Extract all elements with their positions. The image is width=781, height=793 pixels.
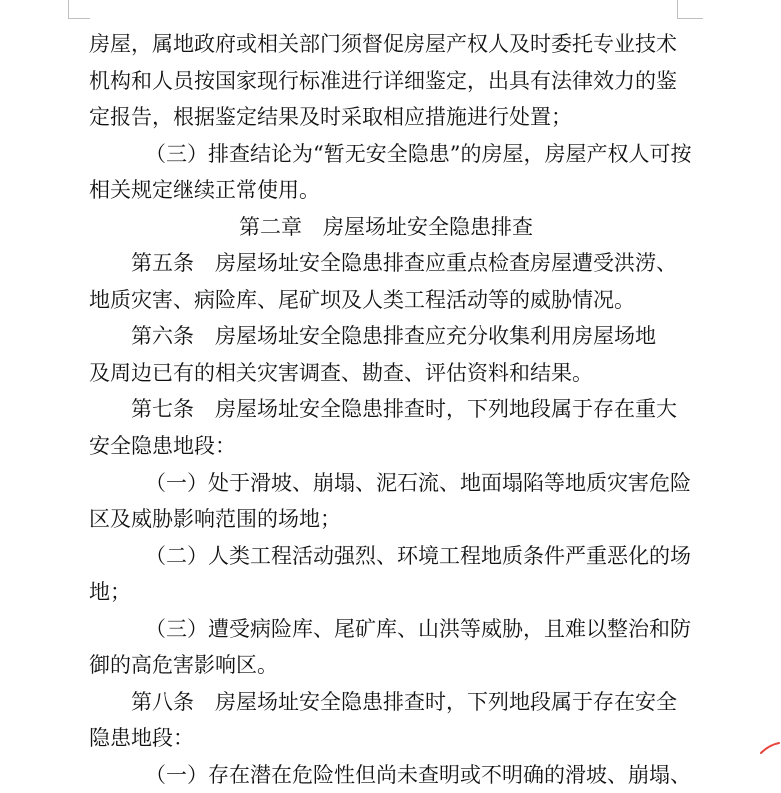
body-line: 御的高危害影响区。	[89, 653, 278, 678]
body-line: 定报告，根据鉴定结果及时采取相应措施进行处置；	[89, 105, 572, 130]
body-line: 地；	[89, 580, 131, 605]
crop-mark-top-right	[677, 0, 678, 18]
body-line: （三）排查结论为“暂无安全隐患”的房屋，房屋产权人可按	[145, 141, 692, 166]
body-line: 安全隐患地段：	[89, 434, 236, 459]
article-line: 第七条 房屋场址安全隐患排查时，下列地段属于存在重大	[131, 397, 677, 422]
crop-mark-top-right	[677, 18, 703, 19]
list-item-line: （二）人类工程活动强烈、环境工程地质条件严重恶化的场	[145, 543, 691, 568]
chapter-heading: 第二章 房屋场址安全隐患排查	[239, 214, 533, 239]
list-item-line: （三）遭受病险库、尾矿库、山洪等威胁，且难以整治和防	[145, 616, 691, 641]
body-line: 及周边已有的相关灾害调查、勘查、评估资料和结果。	[89, 360, 593, 385]
crop-mark-top-left	[68, 0, 69, 18]
body-line: 地质灾害、病险库、尾矿坝及人类工程活动等的威胁情况。	[89, 287, 635, 312]
body-line: 相关规定继续正常使用。	[89, 178, 320, 203]
body-line: 机构和人员按国家现行标准进行详细鉴定，出具有法律效力的鉴	[89, 68, 677, 93]
article-line: 第八条 房屋场址安全隐患排查时，下列地段属于存在安全	[131, 689, 677, 714]
body-line: 房屋，属地政府或相关部门须督促房屋产权人及时委托专业技术	[89, 32, 677, 56]
article-line: 第五条 房屋场址安全隐患排查应重点检查房屋遭受洪涝、	[131, 251, 677, 276]
crop-mark-top-left	[68, 18, 90, 19]
body-line: 区及威胁影响范围的场地；	[89, 507, 341, 532]
list-item-line: （一）处于滑坡、崩塌、泥石流、地面塌陷等地质灾害危险	[145, 470, 691, 495]
body-line: 隐患地段：	[89, 726, 194, 751]
article-line: 第六条 房屋场址安全隐患排查应充分收集利用房屋场地	[131, 324, 656, 349]
annotation-mark-icon	[759, 741, 781, 755]
list-item-line: （一）存在潜在危险性但尚未查明或不明确的滑坡、崩塌、	[145, 762, 691, 787]
document-body[interactable]	[89, 26, 692, 793]
